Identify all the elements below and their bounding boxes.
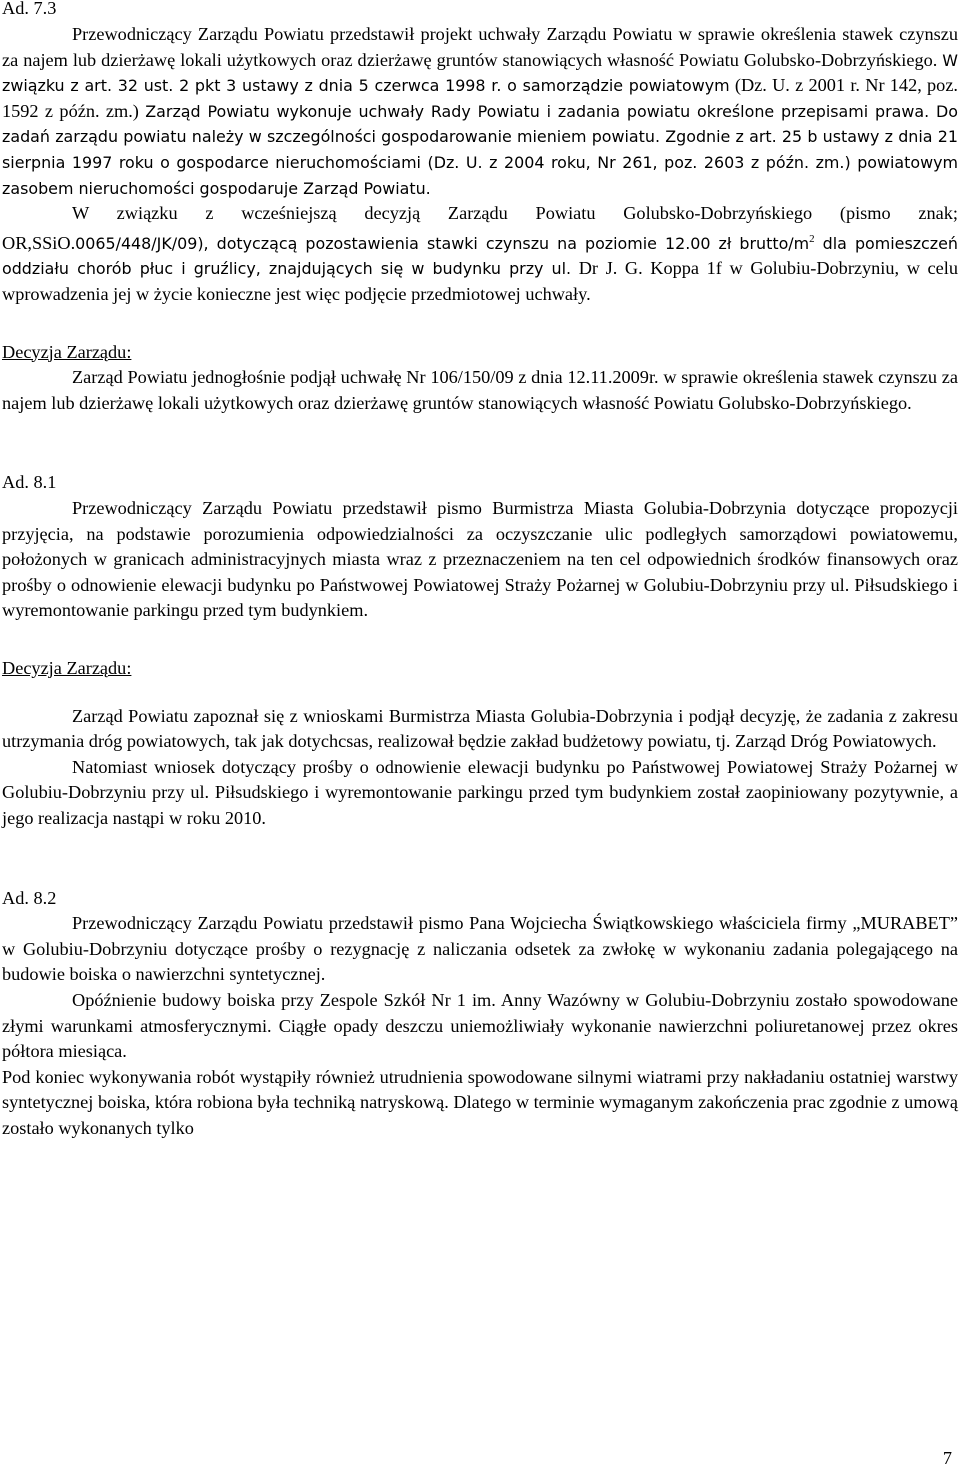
page-number: 7 [942, 1448, 952, 1468]
ad-7-3-text-b: W związku z art. 32 ust. 2 pkt 3 ustawy z dnia 5 czerwca 1998 r. o samorządzie powiatowym [2, 50, 958, 96]
ad-7-3-paragraph-1 [2, 22, 958, 201]
decision-text-8-1-a: Zarząd Powiatu zapoznał się z wnioskami Burmistrza Miasta Golubia-Dobrzynia i podjął decyzję, że zadania z zakresu utrzymania dróg powiatowych, tak jak dotychcsas, realizował będzie zakład budżetowy powiatu, tj. Zarząd Dróg Powiatowych. [2, 705, 958, 752]
ad-7-3-text-e: W związku z wcześniejszą decyzją Zarządu Powiatu Golubsko-Dobrzyńskiego (pismo znak; OR,SSiO. [2, 203, 958, 253]
document-page [2, 0, 958, 1141]
section-heading-ad-8-1: Ad. 8.1 [2, 472, 57, 493]
decision-text-8-1-b: Natomiast wniosek dotyczący prośby o odnowienie elewacji budynku po Państwowej Powiatowej Straży Pożarnej w Golubiu-Dobrzyniu przy ul. Piłsudskiego i wyremontowanie parkingu przed tym budynkiem został zaopiniowany pozytywnie, a jego realizacja nastąpi w roku 2010. [2, 756, 958, 828]
decision-heading-7-3: Decyzja Zarządu: [2, 341, 132, 362]
section-heading-ad-7-3: Ad. 7.3 [2, 0, 57, 18]
ad-8-2-paragraph-1: Przewodniczący Zarządu Powiatu przedstawił pismo Pana Wojciecha Świątkowskiego właściciela firmy „MURABET” w Golubiu-Dobrzyniu dotyczące prośby o rezygnację z naliczania odsetek za zwłokę w wykonaniu zadania polegającego na budowie boiska o nawierzchni syntetycznej. [2, 913, 958, 985]
ad-7-3-text-h: Dr J. G. Koppa 1f w Golubiu-Dobrzyniu, w celu wprowadzenia jej w życie konieczne jest więc podjęcie przedmiotowej uchwały. [2, 258, 958, 305]
ad-7-3-paragraph-2 [2, 201, 958, 307]
ad-7-3-text-a: Przewodniczący Zarządu Powiatu przedstawił projekt uchwały Zarządu Powiatu w sprawie określenia stawek czynszu za najem lub dzierżawę lokali użytkowych oraz dzierżawę gruntów stanowiących własność Powiatu Golubsko-Dobrzyńskiego. [2, 24, 958, 70]
square-superscript: 2 [809, 232, 815, 245]
ad-8-1-paragraph-1: Przewodniczący Zarządu Powiatu przedstawił pismo Burmistrza Miasta Golubia-Dobrzynia dotyczące propozycji przyjęcia, na podstawie porozumienia odpowiedzialności za oczyszczanie ulic podległych samorządowi powiatowemu, położonych w granicach administracyjnych miasta wraz z przeznaczeniem na ten cel odpowiednich środków finansowych oraz prośby o odnowienie elewacji budynku po Państwowej Powiatowej Straży Pożarnej w Golubiu-Dobrzyniu przy ul. Piłsudskiego i wyremontowanie parkingu przed tym budynkiem. [2, 498, 958, 621]
ad-7-3-text-d: Zarząd Powiatu wykonuje uchwały Rady Powiatu i zadania powiatu określone przepisami prawa. Do zadań zarządu powiatu należy w szczególności gospodarowanie mieniem powiatu. Zgodnie z art. 25 b ustawy z dnia 21 sierpnia 1997 roku o gospodarce nieruchomościami (Dz. U. z 2004 roku, Nr 261, poz. 2603 z późn. zm.) powiatowym zasobem nieruchomości gospodaruje Zarząd Powiatu. [2, 101, 958, 198]
decision-heading-8-1: Decyzja Zarządu: [2, 657, 132, 678]
section-heading-ad-8-2: Ad. 8.2 [2, 887, 57, 908]
ad-7-3-text-c: (Dz. U. z 2001 r. Nr 142, poz. 1592 z późn. zm.) [2, 75, 959, 121]
decision-text-7-3: Zarząd Powiatu jednogłośnie podjął uchwałę Nr 106/150/09 z dnia 12.11.2009r. w sprawie określenia stawek czynszu za najem lub dzierżawę lokali użytkowych oraz dzierżawę gruntów stanowiących własność Powiatu Golubsko-Dobrzyńskiego. [2, 367, 958, 413]
ad-8-2-paragraph-3: Pod koniec wykonywania robót wystąpiły również utrudnienia spowodowane silnymi wiatrami przy nakładaniu ostatniej warstwy syntetycznej boiska, która robiona była techniką natryskową. Dlatego w terminie wymaganym zakończenia prac zgodnie z umową zostało wykonanych tylko [2, 1066, 958, 1138]
ad-8-2-paragraph-2: Opóźnienie budowy boiska przy Zespole Szkół Nr 1 im. Anny Wazówny w Golubiu-Dobrzyniu zostało spowodowane złymi warunkami atmosferycznymi. Ciągłe opady deszczu uniemożliwiały wykonanie nawierzchni poliuretanowej przez okres półtora miesiąca. [2, 989, 958, 1062]
ad-7-3-text-g: dla pomieszczeń oddziału chorób płuc i gruźlicy, znajdujących się w budynku przy ul. [2, 233, 958, 279]
ad-7-3-text-f: 0065/448/JK/09), dotyczącą pozostawienia stawki czynszu na poziomie 12.00 zł brutto/m [75, 233, 810, 253]
